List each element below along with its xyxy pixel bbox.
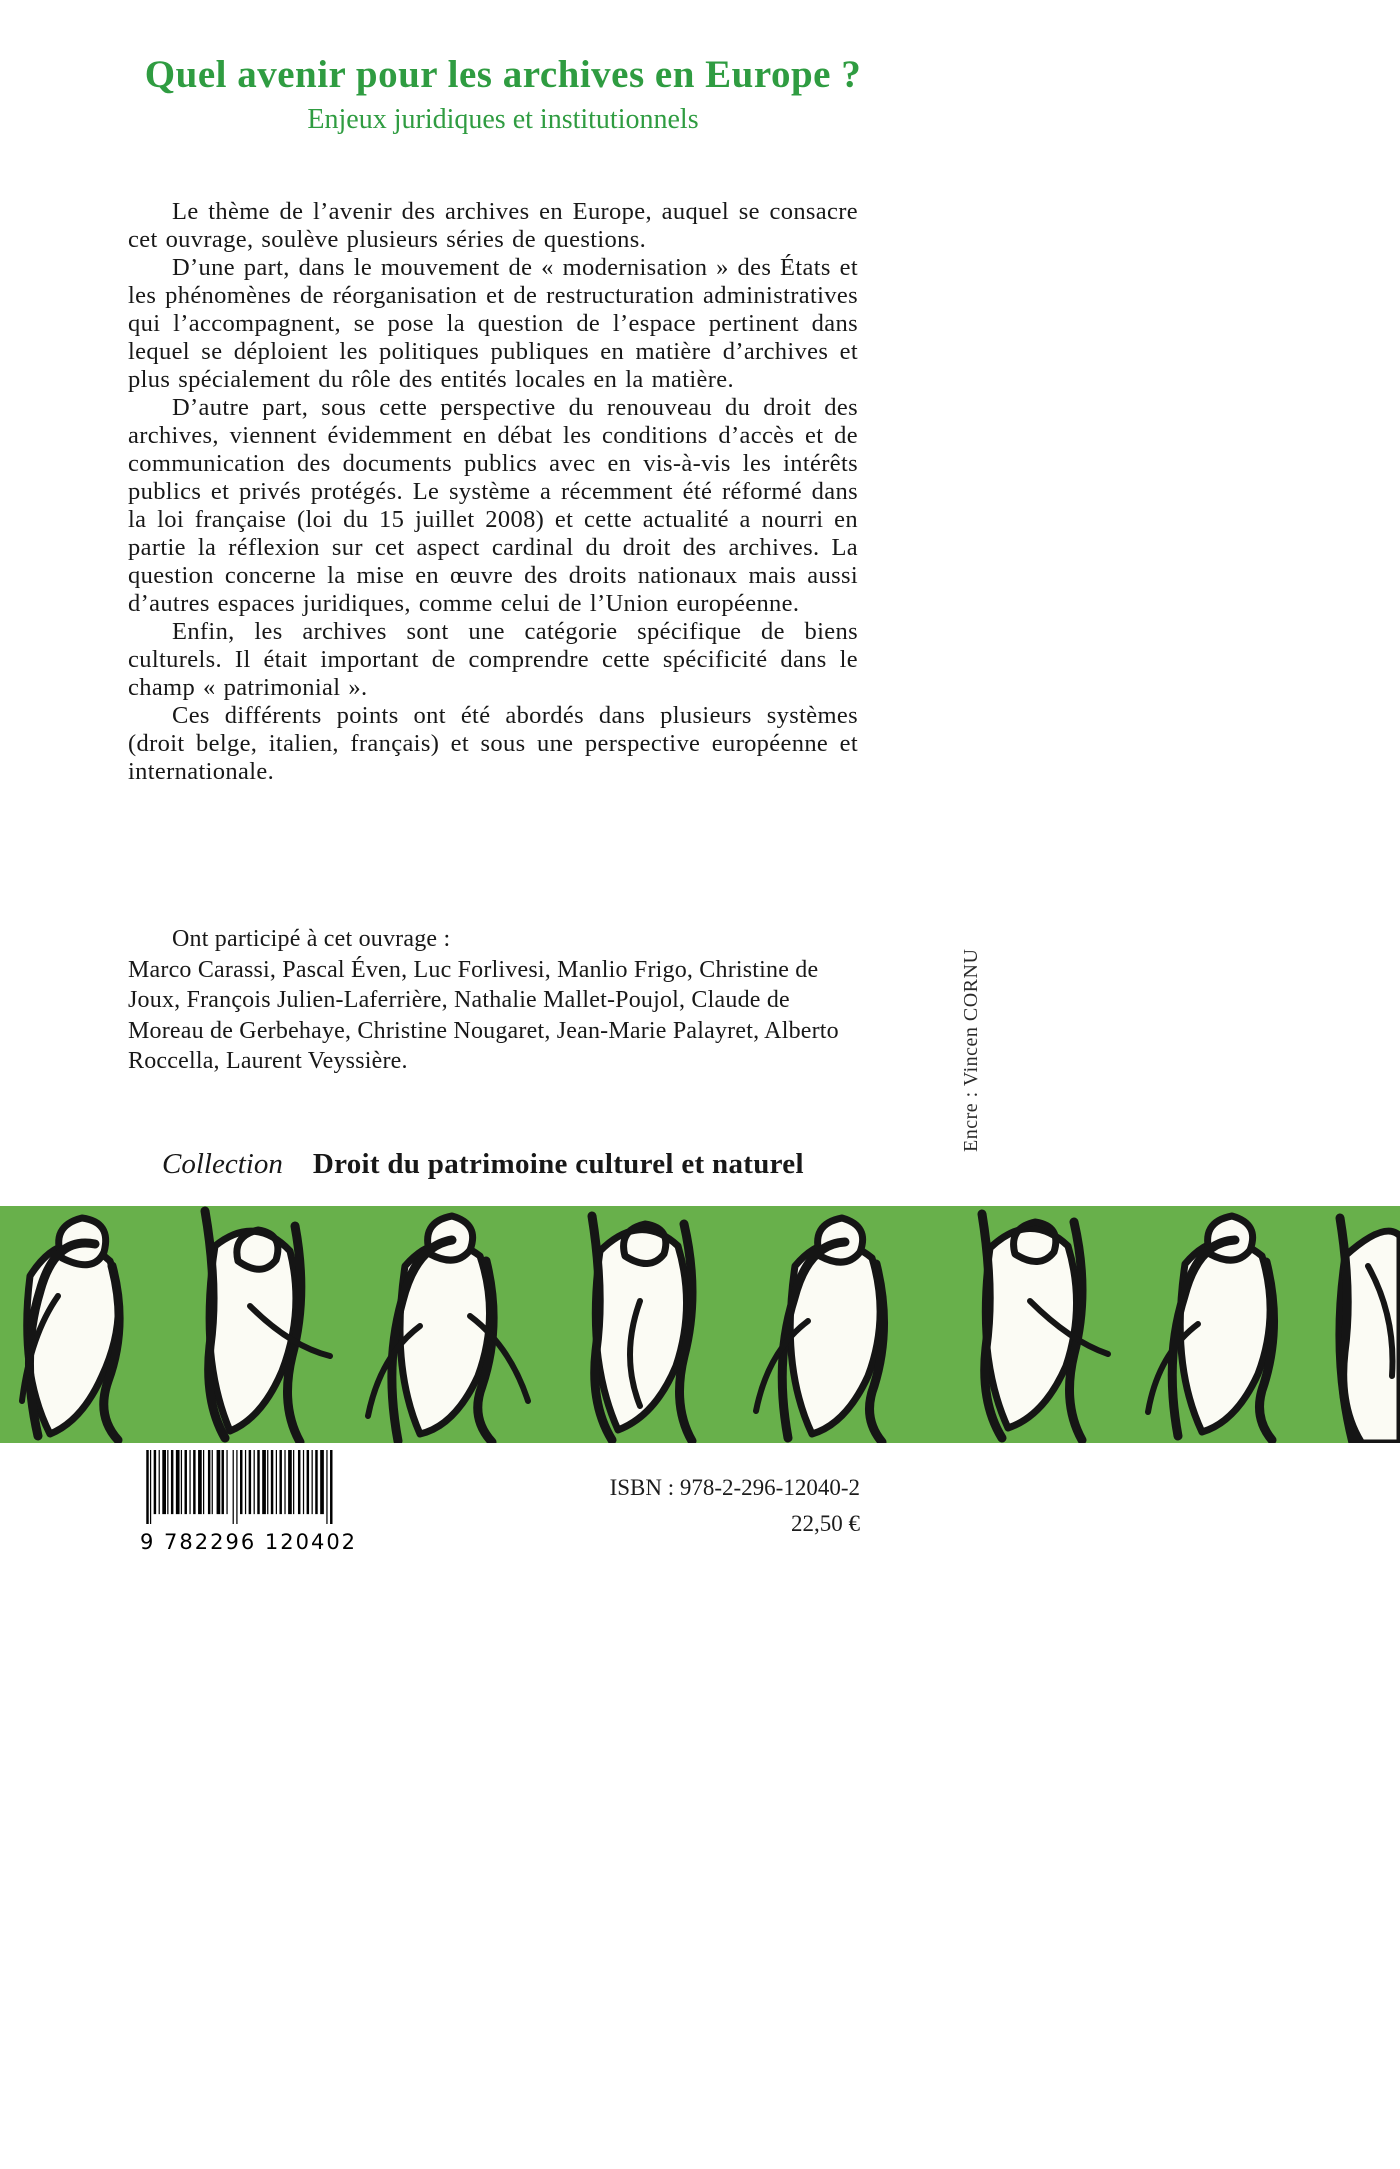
contributors-names: Marco Carassi, Pascal Éven, Luc Forlivesi, Manlio Frigo, Christine de Joux, François Julien-Laferrière, Nathalie Mallet-Poujol, Claude de Moreau de Gerbehaye, Christine Nougaret, Jean-Marie Palayret, Alberto Roccella, Laurent Veyssière.	[128, 956, 839, 1074]
body-paragraph: Le thème de l’avenir des archives en Europe, auquel se consacre cet ouvrage, soulève plusieurs séries de questions.	[128, 198, 858, 253]
body-paragraph: Ces différents points ont été abordés dans plusieurs systèmes (droit belge, italien, français) et sous une perspective européenne et internationale.	[128, 702, 858, 785]
body-paragraph: D’autre part, sous cette perspective du renouveau du droit des archives, viennent évidemment en débat les conditions d’accès et de communication des documents publics avec en vis-à-vis les intérêts publics et privés protégés. Le système a récemment été réformé dans la loi française (loi du 15 juillet 2008) et cette actualité a nourri en partie la réflexion sur cet aspect cardinal du droit des archives. La question concerne la mise en œuvre des droits nationaux mais aussi d’autres espaces juridiques, comme celui de l’Union européenne.	[128, 394, 858, 617]
contributors-block	[128, 924, 858, 1077]
body-paragraph: D’une part, dans le mouvement de « modernisation » des États et les phénomènes de réorganisation et de restructuration administratives qui l’accompagnent, se pose la question de l’espace pertinent dans lequel se déploient les politiques publiques en matière d’archives et plus spécialement du rôle des entités locales en la matière.	[128, 254, 858, 393]
contributors-intro: Ont participé à cet ouvrage :	[172, 926, 451, 952]
isbn-price-block	[480, 1470, 860, 1542]
collection-line	[162, 1148, 804, 1181]
back-cover-text	[128, 198, 858, 786]
barcode	[145, 1450, 335, 1524]
book-subtitle: Enjeux juridiques et institutionnels	[307, 104, 699, 135]
body-paragraph: Enfin, les archives sont une catégorie spécifique de biens culturels. Il était important de comprendre cette spécificité dans le champ « patrimonial ».	[128, 618, 858, 701]
collection-name: Droit du patrimoine culturel et naturel	[312, 1148, 804, 1180]
barcode-block	[140, 1450, 358, 1554]
barcode-number: 9 782296 120402	[140, 1530, 358, 1554]
figures-illustration	[0, 1206, 1400, 1443]
ink-credit: Encre : Vincen CORNU	[960, 948, 982, 1152]
price-text: 22,50 €	[791, 1511, 860, 1536]
isbn-text: ISBN : 978-2-296-12040-2	[609, 1475, 860, 1500]
book-title: Quel avenir pour les archives en Europe ?	[144, 53, 862, 96]
collection-label: Collection	[162, 1148, 283, 1180]
